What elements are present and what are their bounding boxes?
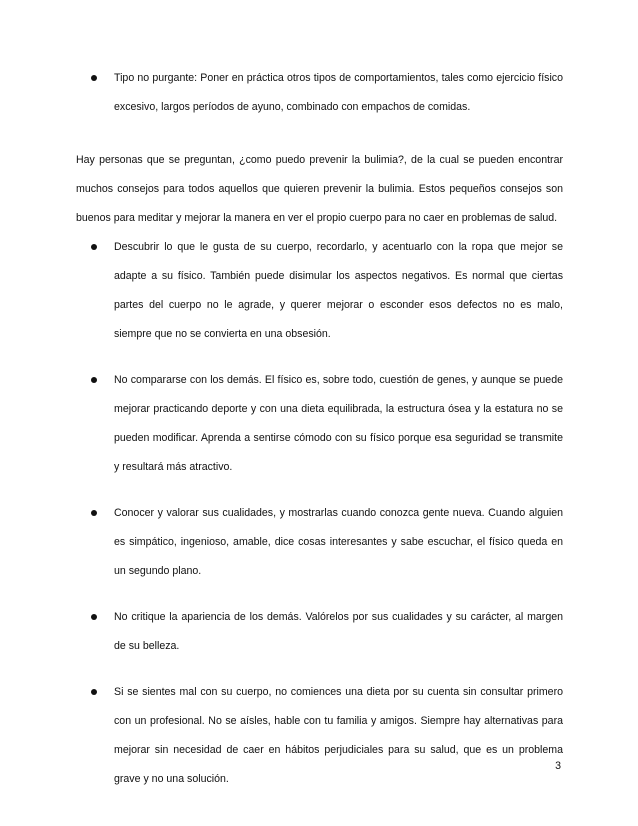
bulimia-types-list: [0, 64, 638, 122]
list-item: [0, 366, 638, 482]
bullet-icon: [91, 689, 97, 695]
bullet-icon: [91, 75, 97, 81]
bullet-icon: [91, 244, 97, 250]
list-item-text: No compararse con los demás. El físico es, sobre todo, cuestión de genes, y aunque se puede mejorar practicando deporte y con una dieta equilibrada, la estructura ósea y la estatura no se pueden modificar. Aprenda a sentirse cómodo con su físico porque esa seguridad se transmite y resultará más atractivo.: [114, 374, 563, 473]
list-item: [0, 233, 638, 349]
list-item: [0, 64, 638, 122]
list-item-text: Conocer y valorar sus cualidades, y mostrarlas cuando conozca gente nueva. Cuando alguien es simpático, ingenioso, amable, dice cosas interesantes y sabe escuchar, el físico queda en un segundo plano.: [114, 507, 563, 577]
bullet-icon: [91, 377, 97, 383]
prevention-tips-list: [0, 233, 638, 794]
bullet-icon: [91, 614, 97, 620]
bullet-icon: [91, 510, 97, 516]
list-item-text: No critique la apariencia de los demás. Valórelos por sus cualidades y su carácter, al margen de su belleza.: [114, 611, 563, 652]
list-item: [0, 499, 638, 586]
page-number: 3: [555, 760, 561, 772]
list-item-text: Si se sientes mal con su cuerpo, no comiences una dieta por su cuenta sin consultar primero con un profesional. No se aísles, hable con tu familia y amigos. Siempre hay alternativas para mejorar sin necesidad de caer en hábitos perjudiciales para su salud, que es un problema grave y no una solución.: [114, 686, 563, 785]
list-item: [0, 603, 638, 661]
list-item-text: Descubrir lo que le gusta de su cuerpo, recordarlo, y acentuarlo con la ropa que mejor se adapte a su físico. También puede disimular los aspectos negativos. Es normal que ciertas partes del cuerpo no le agrade, y querer mejorar o esconder esos defectos no es malo, siempre que no se convierta en una obsesión.: [114, 241, 563, 340]
intro-paragraph: Hay personas que se preguntan, ¿como puedo prevenir la bulimia?, de la cual se pueden encontrar muchos consejos para todos aquellos que quieren prevenir la bulimia. Estos pequeños consejos son buenos para meditar y mejorar la manera en ver el propio cuerpo para no caer en problemas de salud.: [76, 154, 563, 224]
list-item: [0, 678, 638, 794]
list-item-text: Tipo no purgante: Poner en práctica otros tipos de comportamientos, tales como ejercicio físico excesivo, largos períodos de ayuno, combinado con empachos de comidas.: [114, 72, 563, 113]
